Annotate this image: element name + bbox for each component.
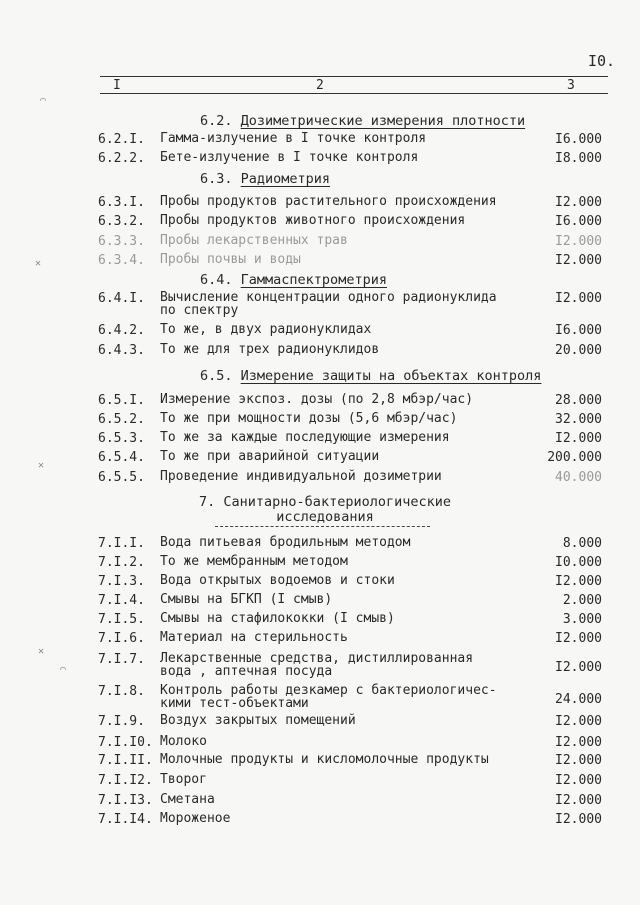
row-text: То же мембранным методом bbox=[160, 554, 348, 569]
row-number: 6.3.I. bbox=[98, 195, 145, 210]
row-number: 6.5.I. bbox=[98, 393, 145, 408]
row-text: Пробы почвы и воды bbox=[160, 252, 301, 267]
row-number: 6.5.2. bbox=[98, 412, 145, 427]
row-price: 20.000 bbox=[555, 343, 602, 358]
row-price: 8.000 bbox=[562, 536, 602, 551]
row-text: Гамма-излучение в I точке контроля bbox=[160, 131, 427, 146]
row-text: Молоко bbox=[160, 734, 207, 749]
scan-mark: ⌒ bbox=[40, 95, 47, 106]
row-text: То же за каждые последующие измерения bbox=[160, 430, 450, 445]
row-price: I2.000 bbox=[555, 574, 602, 589]
row-number: 6.2.2. bbox=[98, 151, 145, 166]
row-price: I2.000 bbox=[555, 431, 602, 446]
row-number: 7.I.4. bbox=[98, 593, 145, 608]
column-header-3: 3 bbox=[567, 78, 575, 93]
row-price: I2.000 bbox=[555, 195, 602, 210]
row-number: 7.I.I3. bbox=[98, 793, 153, 808]
row-text: Пробы продуктов растительного происхождения bbox=[160, 194, 497, 209]
row-text: То же, в двух радионуклидах bbox=[160, 322, 372, 337]
row-price: I2.000 bbox=[555, 812, 602, 827]
row-number: 7.I.I0. bbox=[98, 735, 153, 750]
scan-mark: ✕ bbox=[38, 460, 45, 471]
row-number: 6.3.3. bbox=[98, 234, 145, 249]
row-number: 7.I.2. bbox=[98, 555, 145, 570]
scan-mark: ✕ bbox=[38, 646, 45, 657]
row-text: То же при аварийной ситуации bbox=[160, 449, 380, 464]
section-heading-6-3 bbox=[200, 171, 330, 187]
row-text: Молочные продукты и кисломолочные продукты bbox=[160, 752, 489, 767]
row-number: 7.I.I4. bbox=[98, 812, 153, 827]
row-number: 6.4.3. bbox=[98, 343, 145, 358]
row-text: Вода открытых водоемов и стоки bbox=[160, 573, 395, 588]
section-number: 6.4. bbox=[200, 272, 233, 288]
page-number: I0. bbox=[588, 52, 616, 70]
row-number: 7.I.3. bbox=[98, 574, 145, 589]
row-text: Лекарственные средства, дистиллированная вода , аптечная посуда bbox=[160, 651, 474, 679]
section-heading-6-2 bbox=[200, 113, 525, 129]
row-price: I6.000 bbox=[555, 132, 602, 147]
row-text: Воздух закрытых помещений bbox=[160, 713, 356, 728]
row-text: Творог bbox=[160, 772, 207, 787]
section-number: 6.2. bbox=[200, 113, 233, 129]
header-rule-bottom bbox=[100, 93, 608, 94]
row-price: I6.000 bbox=[555, 214, 602, 229]
row-number: 6.2.I. bbox=[98, 132, 145, 147]
row-price: 32.000 bbox=[555, 412, 602, 427]
row-number: 6.3.4. bbox=[98, 253, 145, 268]
section-heading-6-4 bbox=[200, 272, 387, 288]
row-price: I2.000 bbox=[555, 660, 602, 675]
row-text: Вычисление концентрации одного радионуклида по спектру bbox=[160, 290, 497, 318]
row-text: То же для трех радионуклидов bbox=[160, 342, 380, 357]
scan-mark: ⌒ bbox=[60, 664, 67, 675]
row-price: 2.000 bbox=[562, 593, 602, 608]
row-price: I2.000 bbox=[555, 793, 602, 808]
row-number: 7.I.6. bbox=[98, 631, 145, 646]
row-number: 7.I.I2. bbox=[98, 773, 153, 788]
row-price: I2.000 bbox=[555, 773, 602, 788]
section-number: 6.3. bbox=[200, 171, 233, 187]
scan-mark: ✕ bbox=[35, 258, 42, 269]
row-number: 7.I.7. bbox=[98, 652, 145, 667]
row-text: Сметана bbox=[160, 792, 215, 807]
row-number: 7.I.II. bbox=[98, 753, 153, 768]
row-number: 6.5.3. bbox=[98, 431, 145, 446]
section-7-underline bbox=[215, 522, 430, 527]
row-price: I2.000 bbox=[555, 291, 602, 306]
row-number: 6.4.2. bbox=[98, 323, 145, 338]
row-number: 7.I.5. bbox=[98, 612, 145, 627]
row-price: I2.000 bbox=[555, 234, 602, 249]
section-title: Измерение защиты на объектах контроля bbox=[240, 368, 542, 384]
row-price: I2.000 bbox=[555, 253, 602, 268]
row-text: Пробы лекарственных трав bbox=[160, 233, 348, 248]
row-number: 7.I.9. bbox=[98, 714, 145, 729]
section-title: Гаммаспектрометрия bbox=[240, 272, 387, 288]
row-number: 6.5.4. bbox=[98, 450, 145, 465]
row-price: 3.000 bbox=[562, 612, 602, 627]
row-text: Смывы на стафилококки (I смыв) bbox=[160, 611, 395, 626]
section-number: 7. bbox=[199, 494, 216, 510]
header-rule-top bbox=[100, 76, 608, 77]
row-text: Смывы на БГКП (I смыв) bbox=[160, 592, 333, 607]
row-price: I2.000 bbox=[555, 753, 602, 768]
row-text: Измерение экспоз. дозы (по 2,8 мбэр/час) bbox=[160, 392, 474, 407]
section-title: Радиометрия bbox=[240, 171, 331, 187]
row-price: 24.000 bbox=[555, 692, 602, 707]
row-number: 6.4.I. bbox=[98, 291, 145, 306]
row-price: I0.000 bbox=[555, 555, 602, 570]
row-number: 7.I.I. bbox=[98, 536, 145, 551]
row-text: Проведение индивидуальной дозиметрии bbox=[160, 469, 442, 484]
row-text: Пробы продуктов животного происхождения bbox=[160, 213, 466, 228]
column-header-2: 2 bbox=[316, 78, 324, 93]
row-price: I2.000 bbox=[555, 735, 602, 750]
row-price: 28.000 bbox=[555, 393, 602, 408]
row-text: Бете-излучение в I точке контроля bbox=[160, 150, 419, 165]
row-text: Вода питьевая бродильным методом bbox=[160, 535, 411, 550]
row-price: 40.000 bbox=[555, 470, 602, 485]
row-number: 6.3.2. bbox=[98, 214, 145, 229]
section-heading-6-5 bbox=[200, 368, 541, 384]
row-number: 6.5.5. bbox=[98, 470, 145, 485]
row-text: Контроль работы дезкамер с бактериологичес- кими тест-объектами bbox=[160, 683, 497, 711]
row-price: I2.000 bbox=[555, 714, 602, 729]
section-number: 6.5. bbox=[200, 368, 233, 384]
row-price: I8.000 bbox=[555, 151, 602, 166]
row-price: I2.000 bbox=[555, 631, 602, 646]
section-heading-7 bbox=[175, 495, 475, 525]
row-price: 200.000 bbox=[547, 450, 602, 465]
section-title: Дозиметрические измерения плотности bbox=[240, 113, 526, 129]
row-price: I6.000 bbox=[555, 323, 602, 338]
section-title: Санитарно-бактериологические исследования bbox=[223, 494, 451, 525]
row-text: То же при мощности дозы (5,6 мбэр/час) bbox=[160, 411, 458, 426]
row-number: 7.I.8. bbox=[98, 684, 145, 699]
column-header-1: I bbox=[113, 78, 121, 93]
row-text: Материал на стерильность bbox=[160, 630, 348, 645]
row-text: Мороженое bbox=[160, 811, 231, 826]
